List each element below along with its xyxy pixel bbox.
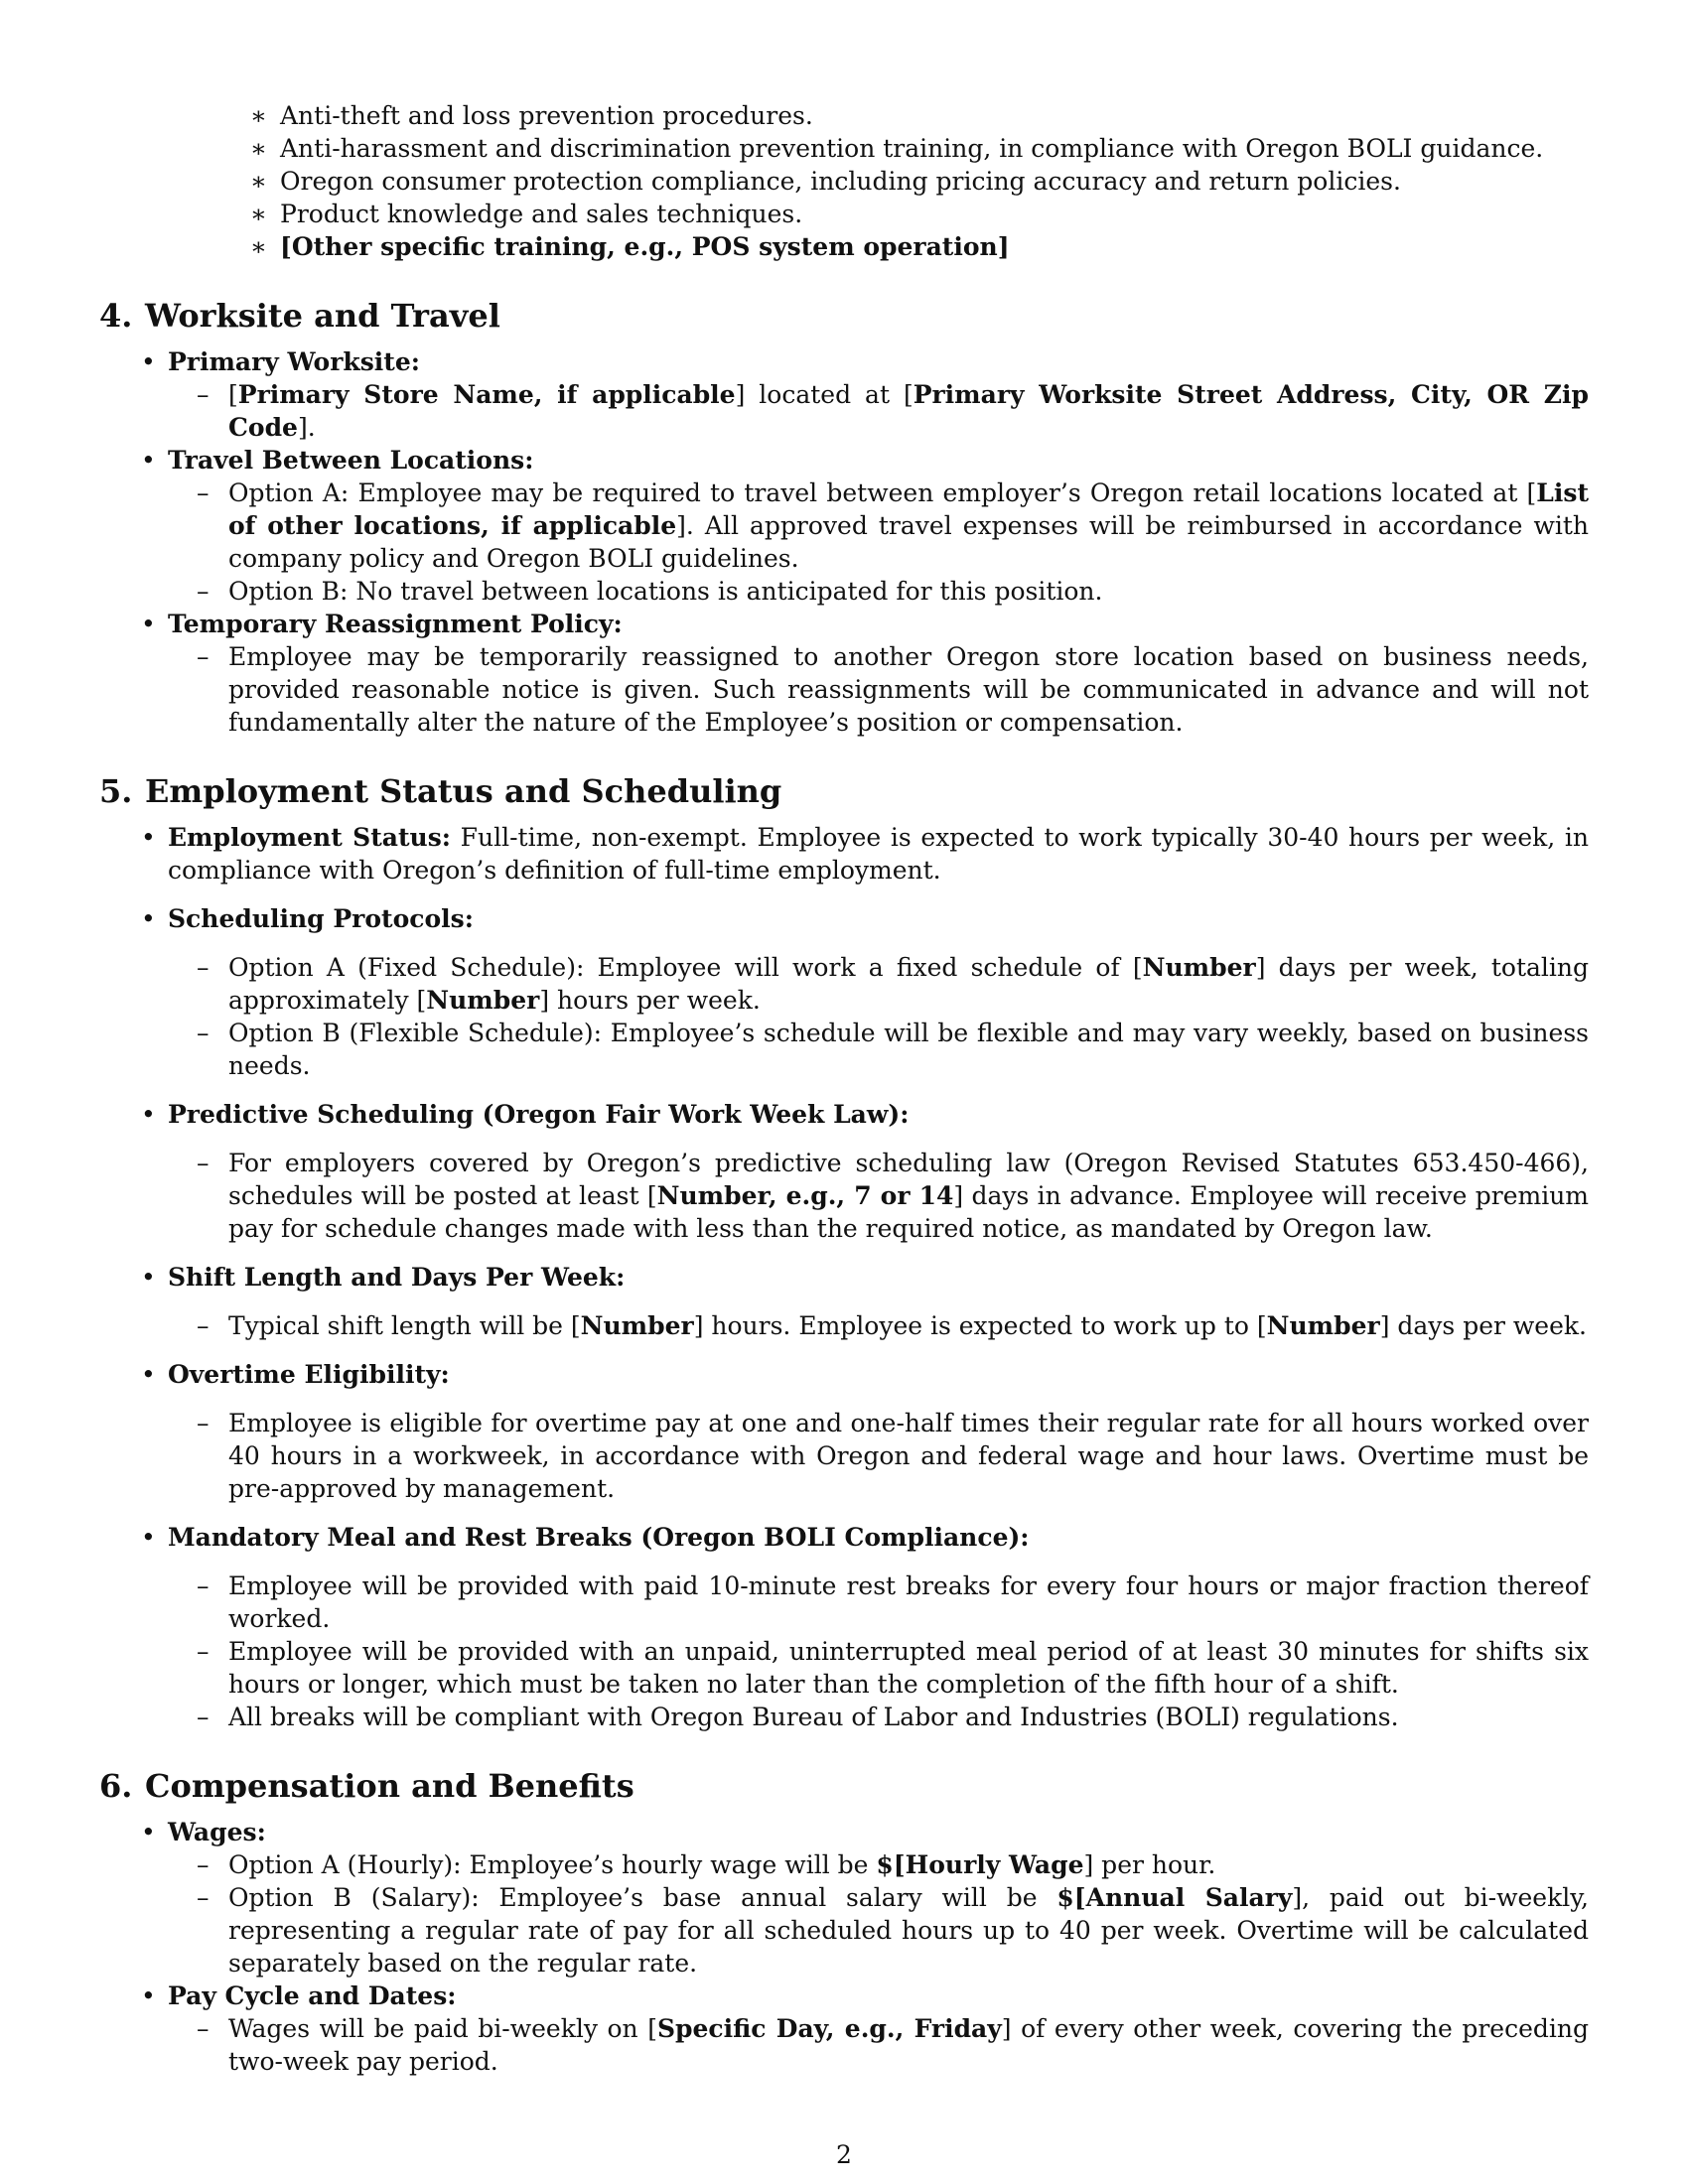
list-item: – Option B (Salary): Employee’s base annual salary will be $[Annual Salary], paid out bi-weekly, representing a regular rate of pay for all scheduled hours up to 40 per week. Overtime will be calculated separately based on the regular rate. <box>99 1881 1589 1979</box>
list-item: • Primary Worksite: – [Primary Store Name, if applicable] located at [Primary Worksite Street Address, City, OR Zip Code]. <box>99 345 1589 444</box>
list-item: – Wages will be paid bi-weekly on [Specific Day, e.g., Friday] of every other week, covering the preceding two-week pay period. <box>99 2012 1589 2078</box>
list-item: • Temporary Reassignment Policy: – Employee may be temporarily reassigned to another Oregon store location based on business needs, provided reasonable notice is given. Such reassignments will be communicated in advance and will not fundamentally alter the nature of the Employee’s position or compensation. <box>99 608 1589 739</box>
document-page <box>99 99 1589 2078</box>
list-item: • Predictive Scheduling (Oregon Fair Work Week Law): – For employers covered by Oregon’s predictive scheduling law (Oregon Revised Statutes 653.450-466), schedules will be posted at least [Number, e.g., 7 or 14] days in advance. Employee will receive premium pay for schedule changes made with less than the required notice, as mandated by Oregon law. <box>99 1098 1589 1245</box>
list-item: • Mandatory Meal and Rest Breaks (Oregon BOLI Compliance): – Employee will be provided with paid 10-minute rest breaks for every four hours or major fraction thereof worked. – Employee will be provided with an unpaid, uninterrupted meal period of at least 30 minutes for shifts six hours or longer, which must be taken no later than the completion of the fifth hour of a shift. – All breaks will be compliant with Oregon Bureau of Labor and Industries (BOLI) regulations. <box>99 1521 1589 1733</box>
list-item: ∗ Anti-harassment and discrimination prevention training, in compliance with Oregon BOLI guidance. <box>99 132 1589 165</box>
section-heading-compensation: 6. Compensation and Benefits <box>99 1767 634 1805</box>
list-item: • Employment Status: Full-time, non-exempt. Employee is expected to work typically 30-40 hours per week, in compliance with Oregon’s definition of full-time employment. <box>99 821 1589 887</box>
list-item: ∗ Product knowledge and sales techniques. <box>99 198 1589 230</box>
list-item: – Employee will be provided with an unpaid, uninterrupted meal period of at least 30 minutes for shifts six hours or longer, which must be taken no later than the completion of the fifth hour of a shift. <box>99 1635 1589 1701</box>
list-item: – Employee may be temporarily reassigned to another Oregon store location based on business needs, provided reasonable notice is given. Such reassignments will be communicated in advance and will not fundamentally alter the nature of the Employee’s position or compensation. <box>99 640 1589 739</box>
list-item: – For employers covered by Oregon’s predictive scheduling law (Oregon Revised Statutes 653.450-466), schedules will be posted at least [Number, e.g., 7 or 14] days in advance. Employee will receive premium pay for schedule changes made with less than the required notice, as mandated by Oregon law. <box>99 1147 1589 1245</box>
list-item: • Scheduling Protocols: – Option A (Fixed Schedule): Employee will work a fixed schedule of [Number] days per week, totaling approximately [Number] hours per week. – Option B (Flexible Schedule): Employee’s schedule will be flexible and may vary weekly, based on business needs. <box>99 902 1589 1082</box>
worksite-list <box>99 345 1589 739</box>
list-item: – Option B (Flexible Schedule): Employee’s schedule will be flexible and may vary weekly, based on business needs. <box>99 1017 1589 1082</box>
employment-list <box>99 821 1589 1733</box>
list-item: – Employee will be provided with paid 10-minute rest breaks for every four hours or major fraction thereof worked. <box>99 1570 1589 1635</box>
list-item: – [Primary Store Name, if applicable] located at [Primary Worksite Street Address, City, OR Zip Code]. <box>99 378 1589 444</box>
list-item: • Pay Cycle and Dates: – Wages will be paid bi-weekly on [Specific Day, e.g., Friday] of every other week, covering the preceding two-week pay period. <box>99 1979 1589 2078</box>
list-item: – Option B: No travel between locations is anticipated for this position. <box>99 575 1589 608</box>
list-item: • Overtime Eligibility: – Employee is eligible for overtime pay at one and one-half times their regular rate for all hours worked over 40 hours in a workweek, in accordance with Oregon and federal wage and hour laws. Overtime must be pre-approved by management. <box>99 1358 1589 1505</box>
compensation-list <box>99 1816 1589 2078</box>
training-list <box>99 99 1589 263</box>
page-number: 2 <box>836 2140 852 2169</box>
list-item: • Wages: – Option A (Hourly): Employee’s hourly wage will be $[Hourly Wage] per hour. – Option B (Salary): Employee’s base annual salary will be $[Annual Salary], paid out bi-weekly, representing a regular rate of pay for all scheduled hours up to 40 per week. Overtime will be calculated separately based on the regular rate. <box>99 1816 1589 1979</box>
list-item: – Option A: Employee may be required to travel between employer’s Oregon retail locations located at [List of other locations, if applicable]. All approved travel expenses will be reimbursed in accordance with company policy and Oregon BOLI guidelines. <box>99 477 1589 575</box>
list-item: – All breaks will be compliant with Oregon Bureau of Labor and Industries (BOLI) regulations. <box>99 1701 1589 1733</box>
list-item: – Option A (Fixed Schedule): Employee will work a fixed schedule of [Number] days per week, totaling approximately [Number] hours per week. <box>99 951 1589 1017</box>
list-item: – Option A (Hourly): Employee’s hourly wage will be $[Hourly Wage] per hour. <box>99 1848 1589 1881</box>
list-item: • Travel Between Locations: – Option A: Employee may be required to travel between employer’s Oregon retail locations located at [List of other locations, if applicable]. All approved travel expenses will be reimbursed in accordance with company policy and Oregon BOLI guidelines. – Option B: No travel between locations is anticipated for this position. <box>99 444 1589 608</box>
list-item: – Employee is eligible for overtime pay at one and one-half times their regular rate for all hours worked over 40 hours in a workweek, in accordance with Oregon and federal wage and hour laws. Overtime must be pre-approved by management. <box>99 1407 1589 1505</box>
list-item: ∗ Oregon consumer protection compliance, including pricing accuracy and return policies. <box>99 165 1589 198</box>
section-heading-worksite: 4. Worksite and Travel <box>99 297 500 335</box>
list-item: ∗ [Other specific training, e.g., POS system operation] <box>99 230 1589 263</box>
section-heading-employment-status: 5. Employment Status and Scheduling <box>99 772 782 810</box>
list-item: • Shift Length and Days Per Week: – Typical shift length will be [Number] hours. Employee is expected to work up to [Number] days per week. <box>99 1261 1589 1342</box>
list-item: ∗ Anti-theft and loss prevention procedures. <box>99 99 1589 132</box>
list-item: – Typical shift length will be [Number] hours. Employee is expected to work up to [Number] days per week. <box>99 1309 1589 1342</box>
